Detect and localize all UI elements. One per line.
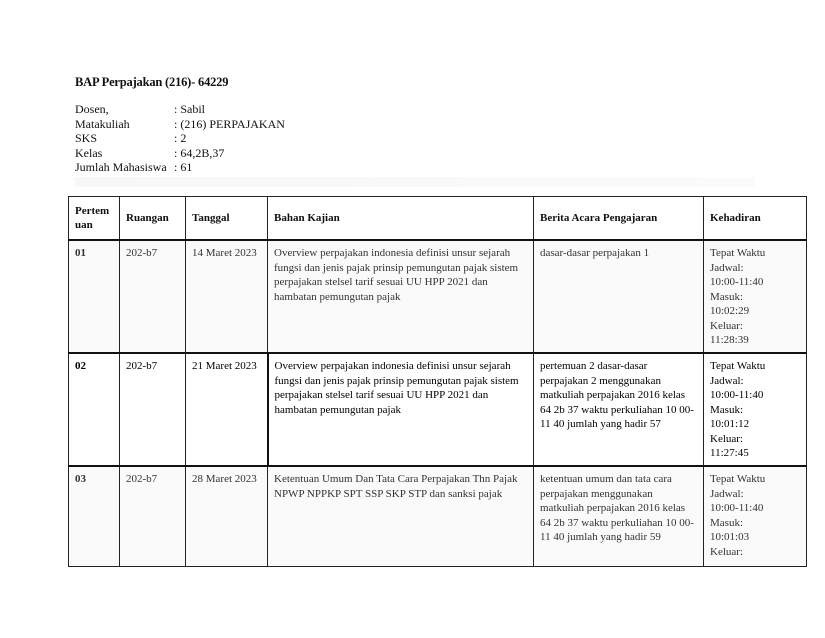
cell-kehadiran	[704, 466, 807, 566]
kehadiran-line: Keluar:	[710, 319, 743, 332]
header-bahan-kajian: Bahan Kajian	[268, 197, 534, 241]
info-row-jumlah-mahasiswa	[75, 160, 285, 175]
table-row	[69, 466, 807, 566]
cell-tanggal: 14 Maret 2023	[186, 240, 268, 353]
table-row	[69, 240, 807, 353]
kehadiran-line: 10:01:12	[710, 418, 750, 430]
header-berita-acara: Berita Acara Pengajaran	[534, 197, 704, 241]
table-row	[69, 353, 807, 466]
kehadiran-line: 10:00-11:40	[710, 276, 764, 288]
cell-ruangan: 202-b7	[120, 466, 186, 566]
kehadiran-line: Keluar:	[710, 545, 743, 558]
info-label: Matakuliah	[75, 116, 130, 131]
kehadiran-line: Tepat Waktu	[710, 473, 766, 485]
cell-ruangan: 202-b7	[120, 353, 186, 466]
course-info	[75, 102, 285, 175]
info-label: Dosen,	[75, 102, 109, 116]
cell-kehadiran	[704, 353, 807, 466]
info-label: Jumlah Mahasiswa	[75, 160, 167, 174]
info-label: SKS	[75, 131, 98, 145]
kehadiran-line: 10:01:03	[710, 531, 750, 543]
cell-kehadiran	[704, 240, 807, 353]
kehadiran-line: 11:27:45	[710, 447, 749, 459]
info-row-dosen	[75, 102, 285, 117]
kehadiran-line: Jadwal:	[710, 487, 744, 500]
info-value: : Sabil	[174, 102, 206, 116]
cell-pertemuan: 01	[69, 240, 120, 353]
info-row-matakuliah	[75, 117, 285, 132]
document-title: BAP Perpajakan (216)- 64229	[75, 75, 229, 89]
header-ruangan: Ruangan	[120, 197, 186, 241]
table-header-row	[69, 197, 807, 241]
info-row-kelas	[75, 146, 285, 161]
attendance-table	[68, 196, 807, 567]
kehadiran-line: Keluar:	[710, 432, 743, 445]
header-kehadiran: Kehadiran	[704, 197, 807, 241]
kehadiran-line: Masuk:	[710, 516, 743, 529]
kehadiran-line: Tepat Waktu	[710, 247, 766, 259]
cell-bahan-kajian: Overview perpajakan indonesia definisi unsur sejarah fungsi dan jenis pajak prinsip pemungutan pajak sistem perpajakan stelsel tarif sesuai UU HPP 2021 dan hambatan pemungutan pajak	[268, 353, 534, 466]
kehadiran-line: Masuk:	[710, 403, 743, 416]
cell-pertemuan: 03	[69, 466, 120, 566]
info-row-sks	[75, 131, 285, 146]
info-value: : 64,2B,37	[174, 145, 225, 160]
kehadiran-line: Masuk:	[710, 290, 743, 303]
kehadiran-line: 10:02:29	[710, 305, 750, 317]
cell-bahan-kajian: Overview perpajakan indonesia definisi unsur sejarah fungsi dan jenis pajak prinsip pemungutan pajak sistem perpajakan stelsel tarif sesuai UU HPP 2021 dan hambatan pemungutan pajak	[268, 240, 534, 353]
kehadiran-line: 10:00-11:40	[710, 389, 764, 401]
kehadiran-line: Tepat Waktu	[710, 360, 766, 372]
divider-band	[75, 177, 755, 187]
cell-berita-acara: pertemuan 2 dasar-dasar perpajakan 2 menggunakan matkuliah perpajakan 2016 kelas 64 2b 37 waktu perkuliahan 10 00-11 40 jumlah yang hadir 57	[534, 353, 704, 466]
cell-tanggal: 21 Maret 2023	[186, 353, 268, 466]
info-value: : 2	[174, 131, 187, 145]
header-tanggal: Tanggal	[186, 197, 268, 241]
cell-tanggal: 28 Maret 2023	[186, 466, 268, 566]
cell-bahan-kajian: Ketentuan Umum Dan Tata Cara Perpajakan Thn Pajak NPWP NPPKP SPT SSP SKP STP dan sanksi pajak	[268, 466, 534, 566]
cell-pertemuan: 02	[69, 353, 120, 466]
info-value: : 61	[174, 160, 193, 174]
cell-ruangan: 202-b7	[120, 240, 186, 353]
cell-berita-acara: dasar-dasar perpajakan 1	[534, 240, 704, 353]
kehadiran-line: 11:28:39	[710, 334, 749, 346]
kehadiran-line: Jadwal:	[710, 261, 744, 274]
info-value: : (216) PERPAJAKAN	[174, 116, 285, 131]
kehadiran-line: Jadwal:	[710, 374, 744, 387]
cell-berita-acara: ketentuan umum dan tata cara perpajakan menggunakan matkuliah perpajakan 2016 kelas 64 2b 37 waktu perkuliahan 10 00-11 40 jumlah yang hadir 59	[534, 466, 704, 566]
kehadiran-line: 10:00-11:40	[710, 502, 764, 514]
header-pertemuan: Pertem uan	[69, 197, 120, 241]
info-label: Kelas	[75, 145, 103, 160]
